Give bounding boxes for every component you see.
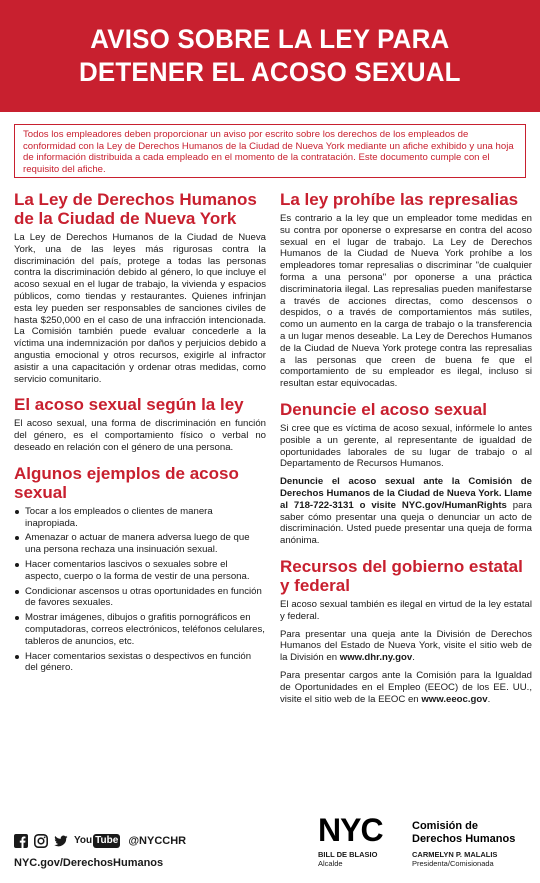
poster-title-line2: DETENER EL ACOSO SEXUAL [79,57,461,87]
social-handle[interactable]: @NYCCHR [128,835,187,847]
youtube-icon[interactable] [74,834,120,848]
report-commission-rest: para saber cómo presentar una queja o denunciar un acto de discriminación. Usted puede presentar una queja de forma anónima. [280,499,532,547]
federal-end: . [487,693,491,705]
federal-link[interactable]: www.eeoc.gov [421,693,488,705]
list-item: Mostrar imágenes, dibujos o grafitis pornográficos en computadoras, correos electrónicos, teléfonos celulares, tableros de anuncios, etc. [14,612,266,647]
poster-title [79,23,461,89]
mayor-signature [318,850,377,868]
chair-title: Presidenta/Comisionada [412,859,494,868]
section-body-resources: El acoso sexual también es ilegal en virtud de la ley estatal y federal. [280,598,532,622]
section-title-report: Denuncie el acoso sexual [280,399,487,419]
youtube-you: You [74,835,93,846]
section-body-retaliation: Es contrario a la ley que un empleador tome medidas en su contra por oponerse o expresarse en contra del acoso sexual en el lugar de trabajo. La Ley de Derechos Humanos de la Ciudad de Nueva York prohíbe a los empleadores tomar represalias o discriminar "de cualquier forma a una persona" por oponerse a una práctica discriminatoria ilegal. Las represalias pueden manifestarse a través de acciones directas, como descensos o despidos, o a través de comportamientos más sutiles, como un aumento en la carga de trabajo o la transferencia a un lugar menos deseable. La Ley de Derechos Humanos de la Ciudad de Nueva York protege contra las represalias a las personas que creen de buena fe que el comportamiento de su empleador es ilegal, incluso si resultan estar equivocadas. [280,213,532,390]
report-commission-bold: Denuncie el acoso sexual ante la Comisión de Derechos Humanos de la Ciudad de Nueva York. Llame al 718-722-3131 o visite NYC.gov/HumanRights [280,476,532,511]
section-body-nyc-law: La Ley de Derechos Humanos de la Ciudad de Nueva York, una de las leyes más rigurosas contra la discriminación del país, protege a todas las personas contra la discriminación debido al género, lo que incluye el acoso sexual en el lugar de trabajo, la vivienda y espacios públicos, como tiendas y restaurantes. Quienes infrinjan esta ley pueden ser responsables de sanciones civiles de hasta $250,000 en el caso de una infracción intencionada. La Comisión también puede evaluar concederle a la víctima una indemnización por daños y perjuicios debido a angustia emocional y otros recursos, exigirle al infractor asistir a una capacitación y ordenar otras medidas, como servicio comunitario. [14,232,266,385]
poster-title-line1: AVISO SOBRE LA LEY PARA [90,24,450,54]
section-body-state [280,629,532,664]
examples-list [14,506,266,674]
state-end: . [412,652,415,664]
mayor-title: Alcalde [318,859,343,868]
section-title-retaliation: La ley prohíbe las represalias [280,190,519,209]
chair-signature [412,850,497,868]
twitter-icon[interactable] [54,834,68,848]
federal-text: Para presentar cargos ante la Comisión para la Igualdad de Oportunidades en el Empleo (EEOC) de los EE. UU., visite el sitio web de la EEOC en [280,669,532,705]
section-title-resources: Recursos del gobierno estatal y federal [280,556,523,595]
commission-line1: Comisión de [412,820,479,832]
state-link[interactable]: www.dhr.ny.gov [339,652,413,664]
section-body-federal [280,670,532,705]
list-item: Condicionar ascensos u otras oportunidades en función de favores sexuales. [14,586,266,610]
section-title-definition: El acoso sexual según la ley [14,395,244,415]
left-column [14,190,266,677]
commission-name [412,820,515,846]
instagram-icon[interactable] [34,834,48,848]
list-item: Amenazar o actuar de manera adversa luego de que una persona rechaza una insinuación sexual. [14,532,266,556]
section-body-report: Si cree que es víctima de acoso sexual, infórmele lo antes posible a un gerente, al representante de igualdad de oportunidades laborales de su lugar de trabajo o al Departamento de Recursos Humanos. [280,422,532,470]
list-item: Hacer comentarios lascivos o sexuales sobre el aspecto, cuerpo o la forma de vestir de una persona. [14,559,266,583]
right-column [280,190,532,705]
requirement-notice: Todos los empleadores deben proporcionar un aviso por escrito sobre los derechos de los empleados de conformidad con la Ley de Derechos Humanos de la Ciudad de Nueva York mediante un afiche exhibido y una hoja de información distribuida a cada empleado en el momento de la contratación. Este documento cumple con el requisito del afiche. [14,124,526,178]
website-link[interactable]: NYC.gov/DerechosHumanos [14,857,164,869]
state-text: Para presentar una queja ante la División de Derechos Humanos del Estado de Nueva York, visite el sitio web de la División en [280,628,532,664]
nyc-logo: NYC [318,812,383,848]
list-item: Hacer comentarios sexistas o despectivos en función del género. [14,651,266,675]
section-body-report-commission [280,476,532,547]
section-body-definition: El acoso sexual, una forma de discriminación en función del género, es el comportamiento físico o verbal no deseado en relación con el género de una persona. [14,418,266,453]
list-item: Tocar a los empleados o clientes de manera inapropiada. [14,506,266,530]
commission-line2: Derechos Humanos [412,833,516,845]
mayor-name: BILL DE BLASIO [318,850,378,859]
chair-name: CARMELYN P. MALALIS [412,850,498,859]
section-title-examples: Algunos ejemplos de acoso sexual [14,463,239,502]
poster-header [0,0,540,112]
section-title-nyc-law: La Ley de Derechos Humanos de la Ciudad de Nueva York [14,190,257,228]
facebook-icon[interactable] [14,834,28,848]
youtube-tube: Tube [95,835,119,846]
social-links [14,834,186,848]
